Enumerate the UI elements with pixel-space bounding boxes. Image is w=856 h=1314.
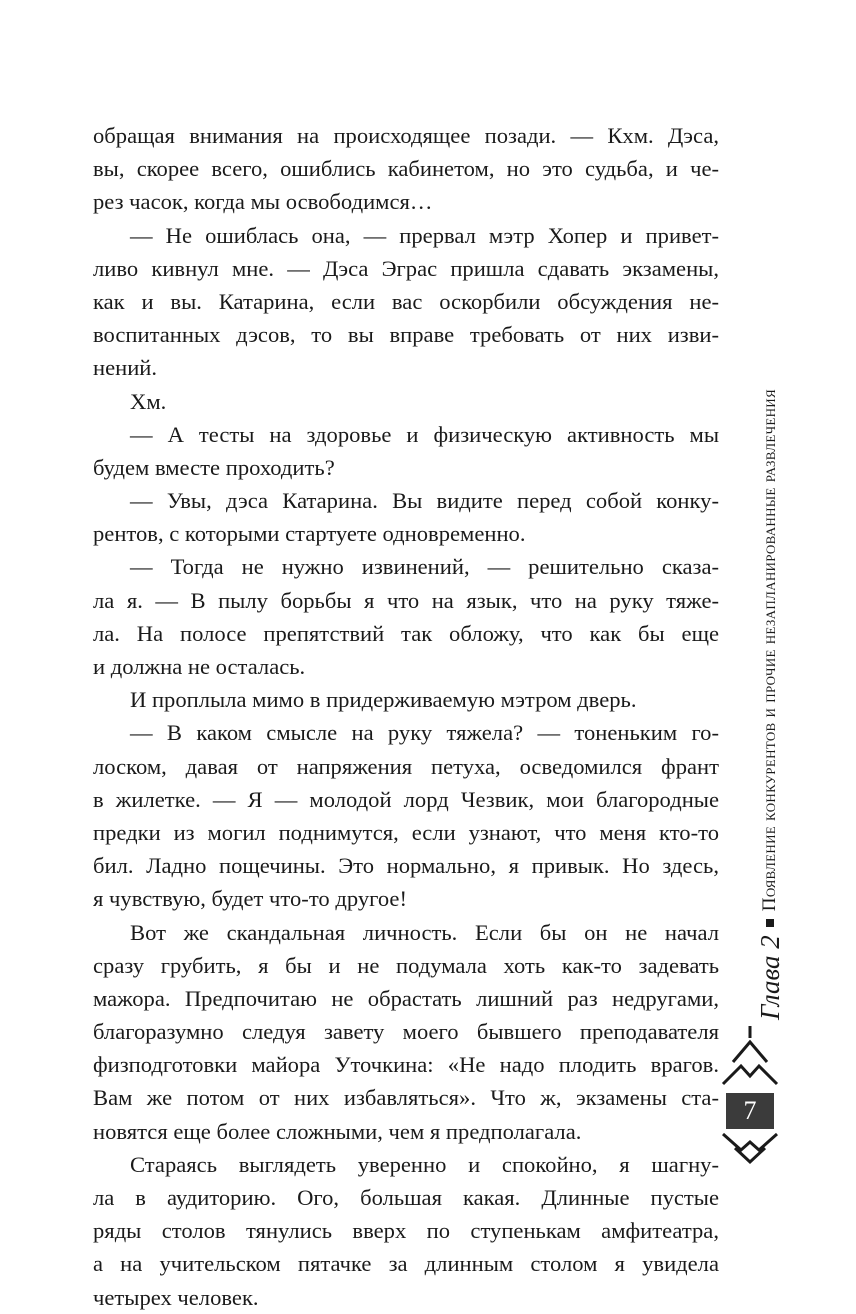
text-line: мажора. Предпочитаю не обрастать лишний раз недругами, <box>93 985 719 1011</box>
text-line: ливо кивнул мне. — Дэса Эграс пришла сдавать экзамены, <box>93 255 719 281</box>
ornament-bottom-icon <box>719 1128 781 1166</box>
text-line: как и вы. Катарина, если вас оскорбили обсуждения не- <box>93 288 719 314</box>
text-line: благоразумно следуя завету моего бывшего преподавателя <box>93 1019 719 1045</box>
text-line: ла. На полосе препятствий так обложу, что как бы еще <box>93 620 719 646</box>
text-line: рентов, с которыми стартуете одновременно. <box>93 521 526 547</box>
text-line: новятся еще более сложными, чем я предполагала. <box>93 1118 582 1144</box>
text-line: будем вместе проходить? <box>93 454 335 480</box>
text-line: предки из могил поднимутся, если узнают, что меня кто-то <box>93 819 719 845</box>
chapter-label: Глава 2 <box>754 935 785 1020</box>
text-line: Вам же потом от них избавляться». Что ж, экзамены ста- <box>93 1085 719 1111</box>
text-line: Стараясь выглядеть уверенно и спокойно, я шагну- <box>130 1151 719 1177</box>
text-line: — А тесты на здоровье и физическую активность мы <box>130 421 719 447</box>
text-line: четырех человек. <box>93 1284 259 1310</box>
running-header <box>720 330 785 1020</box>
bullet-separator <box>766 919 774 927</box>
text-line: Вот же скандальная личность. Если бы он не начал <box>130 919 719 945</box>
body-text <box>93 119 719 1314</box>
text-line: ла в аудиторию. Ого, большая какая. Длинные пустые <box>93 1185 719 1210</box>
text-line: — В каком смысле на руку тяжела? — тоненьким го- <box>130 720 719 746</box>
text-line: Хм. <box>130 388 167 414</box>
text-line: лоском, давая от напряжения петуха, осведомился франт <box>93 753 719 779</box>
text-line: бил. Ладно пощечины. Это нормально, я привык. Но здесь, <box>93 853 719 879</box>
text-line: и должна не осталась. <box>93 654 306 679</box>
text-line: я чувствую, будет что-то другое! <box>93 886 407 912</box>
text-line: а на учительском пятачке за длинным столом я увидела <box>93 1251 719 1277</box>
text-line: ла я. — В пылу борьбы я что на язык, что на руку тяже- <box>93 587 719 613</box>
text-line: в жилетке. — Я — молодой лорд Чезвик, мои благородные <box>93 786 719 812</box>
text-line: рез часок, когда мы освободимся… <box>93 189 433 215</box>
text-line: физподготовки майора Уточкина: «Не надо плодить врагов. <box>93 1052 719 1078</box>
text-line: И проплыла мимо в придерживаемую мэтром дверь. <box>130 687 637 713</box>
ornament-top-icon <box>719 1022 781 1092</box>
text-line: ряды столов тянулись вверх по ступенькам амфитеатра, <box>93 1218 719 1244</box>
text-line: — Тогда не нужно извинений, — решительно сказа- <box>130 554 719 580</box>
text-line: — Не ошиблась она, — прервал мэтр Хопер и привет- <box>130 222 719 248</box>
text-line: обращая внимания на происходящее позади. — Кхм. Дэса, <box>93 123 719 148</box>
text-line: сразу грубить, я бы и не подумала хоть как-то задевать <box>93 952 719 978</box>
text-line: нений. <box>93 355 158 381</box>
text-line: — Увы, дэса Катарина. Вы видите перед собой конку- <box>130 488 719 514</box>
chapter-title: Появление конкурентов и прочие незапланированные развлечения <box>759 389 780 912</box>
text-line: вы, скорее всего, ошиблись кабинетом, но это судьба, и че- <box>93 156 719 182</box>
page-number: 7 <box>726 1093 774 1129</box>
text-line: воспитанных дэсов, то вы вправе требовать от них изви- <box>93 322 719 348</box>
